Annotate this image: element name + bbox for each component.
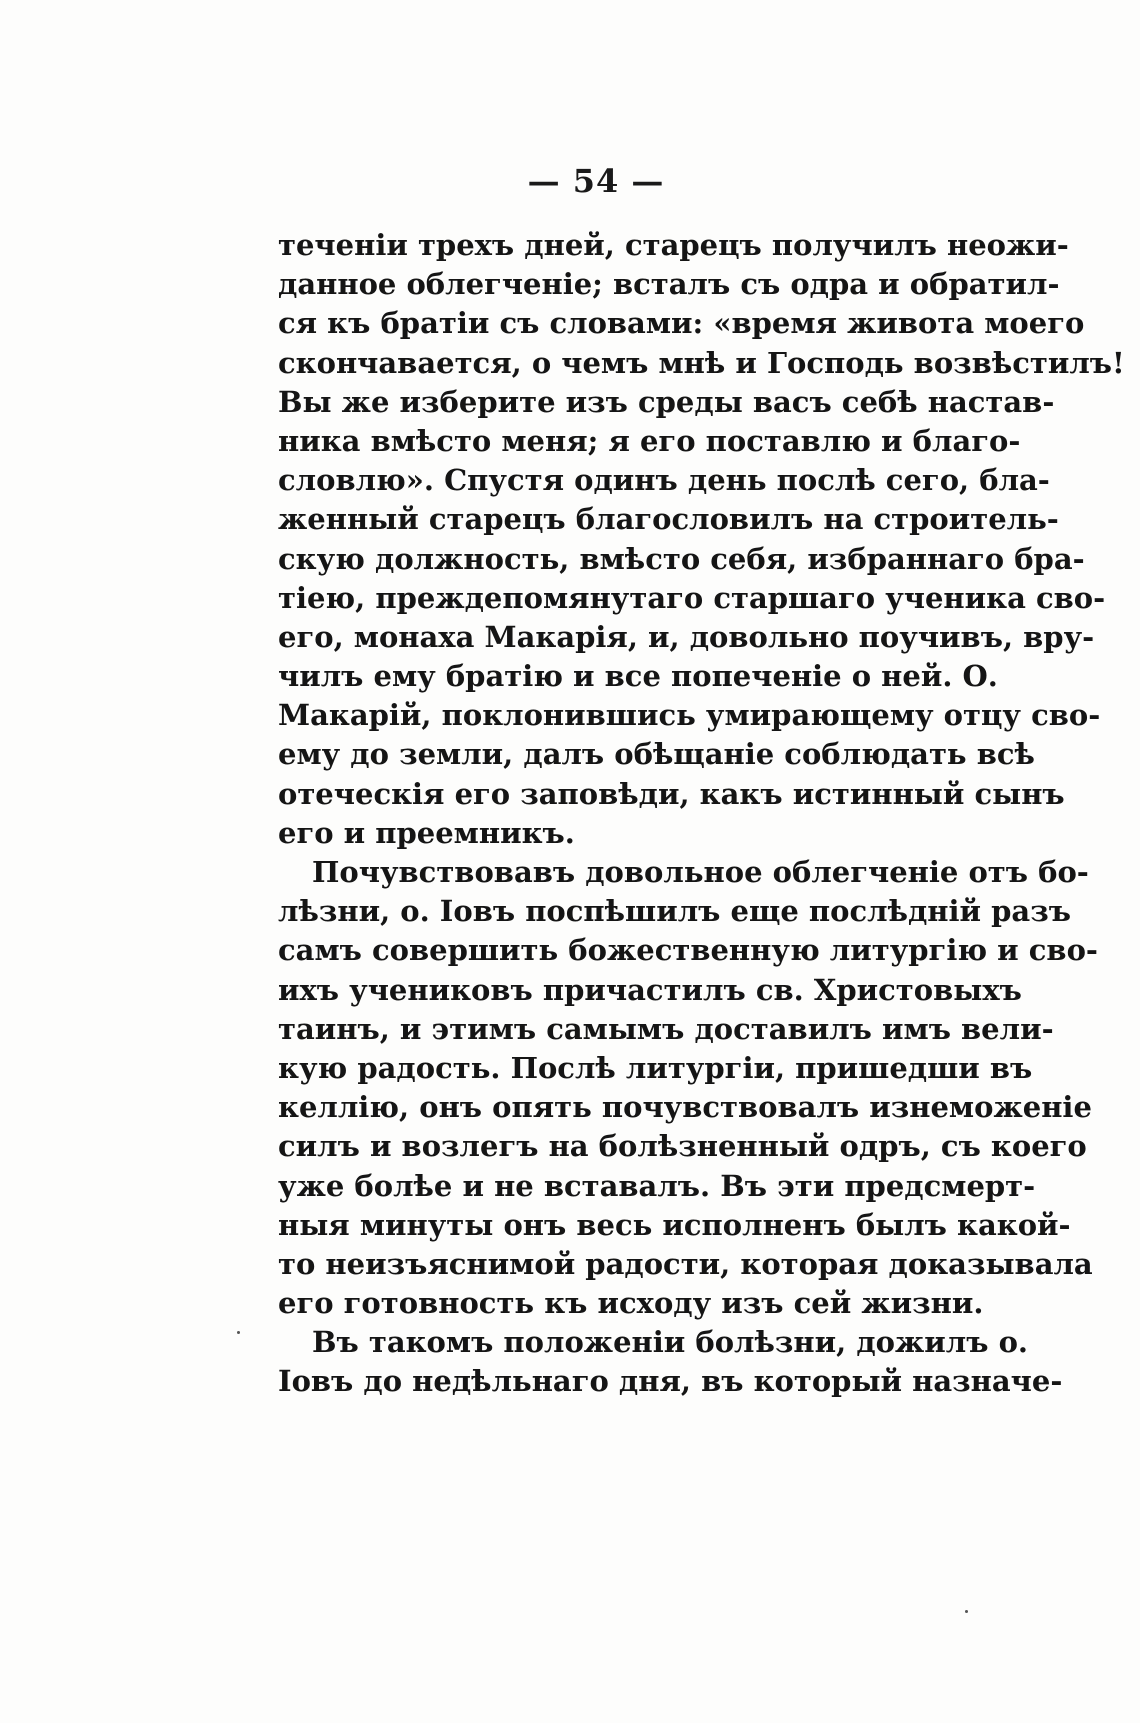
- text-line: Іовъ до недѣльнаго дня, въ который назначе-: [278, 1364, 1063, 1399]
- text-line: таинъ, и этимъ самымъ доставилъ имъ вели-: [278, 1011, 1054, 1046]
- text-line: Вы же изберите изъ среды васъ себѣ настав-: [278, 384, 1055, 419]
- text-line: ника вмѣсто меня; я его поставлю и благо-: [278, 423, 1021, 458]
- text-line: келлію, онъ опять почувствовалъ изнеможеніе: [278, 1090, 1092, 1125]
- text-line: скую должность, вмѣсто себя, избраннаго бра-: [278, 541, 1085, 576]
- text-line: женный старецъ благословилъ на строитель-: [278, 502, 1059, 537]
- text-line: то неизъяснимой радости, которая доказывала: [278, 1246, 1093, 1281]
- text-line: Макарій, поклонившись умирающему отцу сво-: [278, 698, 1101, 733]
- text-line: уже болѣе и не вставалъ. Въ эти предсмерт-: [278, 1168, 1036, 1203]
- scan-speck: [965, 1610, 968, 1613]
- text-line: ся къ братіи съ словами: «время живота моего: [278, 306, 1085, 341]
- text-line: ему до земли, далъ обѣщаніе соблюдать всѣ: [278, 737, 1035, 772]
- text-line: его готовность къ исходу изъ сей жизни.: [278, 1286, 984, 1321]
- page-number: — 54 —: [527, 162, 665, 200]
- text-line: Почувствовавъ довольное облегченіе отъ бо-: [312, 855, 1089, 889]
- text-line: его и преемникъ.: [278, 815, 575, 850]
- text-line: самъ совершить божественную литургію и сво-: [278, 933, 1098, 968]
- text-line: его, монаха Макарія, и, довольно поучивъ, вру-: [278, 619, 1095, 654]
- text-line: словлю». Спустя одинъ день послѣ сего, бла-: [278, 463, 1050, 498]
- text-line: чилъ ему братію и все попеченіе о ней. О.: [278, 659, 998, 694]
- text-line: ныя минуты онъ весь исполненъ былъ какой-: [278, 1207, 1071, 1242]
- text-line: отеческія его заповѣди, какъ истинный сынъ: [278, 776, 1065, 811]
- text-line: скончавается, о чемъ мнѣ и Господь возвѣстилъ!: [278, 345, 1125, 380]
- text-line: данное облегченіе; всталъ съ одра и обратил-: [278, 267, 1060, 302]
- scan-speck: [237, 1331, 240, 1334]
- text-line: Въ такомъ положеніи болѣзни, дожилъ о.: [312, 1325, 1029, 1360]
- text-line: тіею, преждепомянутаго старшаго ученика сво-: [278, 580, 1106, 615]
- text-line: кую радость. Послѣ литургіи, пришедши въ: [278, 1050, 1033, 1085]
- text-line: теченіи трехъ дней, старецъ получилъ неожи-: [278, 228, 1069, 262]
- body-text: [278, 226, 1125, 1402]
- text-line: силъ и возлегъ на болѣзненный одръ, съ коего: [278, 1129, 1087, 1164]
- text-line: ихъ учениковъ причастилъ св. Христовыхъ: [278, 972, 1022, 1007]
- text-line: лѣзни, о. Іовъ поспѣшилъ еще послѣдній разъ: [278, 894, 1071, 929]
